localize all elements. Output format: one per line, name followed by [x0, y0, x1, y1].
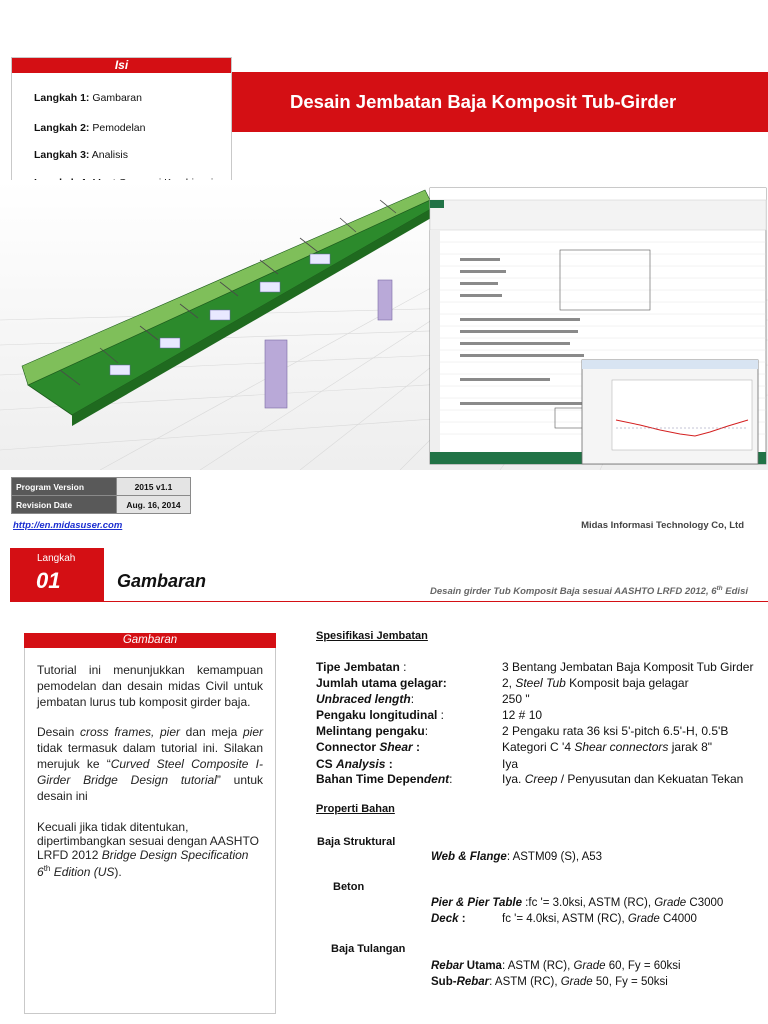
spec-key-cs-analysis: CS Analysis :	[316, 757, 393, 771]
spec-value-time-dependent: Iya. Creep / Penyusutan dan Kekuatan Tekan	[502, 772, 744, 786]
spec-key-longitudinal-stiffener: Pengaku longitudinal :	[316, 708, 445, 722]
spec-value-shear-connector: Kategori C '4 Shear connectors jarak 8"	[502, 740, 713, 754]
spec-value-girder-count: 2, Steel Tub Komposit baja gelagar	[502, 676, 689, 690]
spec-key-unbraced-length: Unbraced length:	[316, 692, 415, 706]
bridge-illustration	[0, 180, 768, 470]
company-name: Midas Informasi Technology Co, Ltd	[581, 520, 744, 531]
page-title: Desain Jembatan Baja Komposit Tub-Girder	[290, 91, 677, 112]
spec-value-transverse-stiffener: 2 Pengaku rata 36 ksi 5'-pitch 6.5'-H, 0.5'B	[502, 724, 729, 738]
bridge-spec-heading: Spesifikasi Jembatan	[316, 630, 428, 642]
contents-item-3[interactable]: Langkah 3: Analisis	[34, 149, 128, 161]
overview-paragraph-2: Desain cross frames, pier dan meja pier tidak termasuk dalam tutorial ini. Silakan merujuk ke “Curved Steel Composite I-Girder Bridge Design tutorial” untuk desain ini	[37, 725, 264, 803]
pier-table-spec: Pier & Pier Table :fc '= 3.0ksi, ASTM (RC), Grade C3000	[431, 897, 724, 909]
contents-item-1[interactable]: Langkah 1: Gambaran	[34, 92, 142, 104]
section-subtitle: Desain girder Tub Komposit Baja sesuai AASHTO LRFD 2012, 6th Edisi	[430, 585, 748, 598]
spec-key-time-dependent: Bahan Time Dependent:	[316, 772, 453, 786]
spec-value-unbraced-length: 250 "	[502, 692, 530, 706]
spec-key-bridge-type: Tipe Jembatan :	[316, 660, 407, 674]
deck-spec-value: fc '= 4.0ksi, ASTM (RC), Grade C4000	[502, 913, 697, 925]
spec-key-transverse-stiffener: Melintang pengaku:	[316, 724, 429, 738]
material-heading: Properti Bahan	[316, 803, 395, 815]
website-link[interactable]: http://en.midasuser.com	[13, 520, 123, 531]
spec-key-girder-count: Jumlah utama gelagar:	[316, 676, 447, 690]
overview-paragraph-1: Tutorial ini menunjukkan kemampuan pemodelan dan desain midas Civil untuk jembatan lurus tub komposit girder baja.	[37, 663, 263, 709]
chart-dialog	[582, 360, 758, 464]
revision-date-label: Revision Date	[12, 496, 117, 514]
overview-box-title: Gambaran	[122, 634, 178, 646]
overview-paragraph-3: Kecuali jika tidak ditentukan, dipertimbangkan sesuai dengan AASHTO LRFD 2012 Bridge Design Specification 6th Edition (US).	[37, 820, 259, 879]
spec-value-longitudinal-stiffener: 12 # 10	[502, 708, 543, 722]
contents-title: Isi	[12, 58, 231, 73]
spec-value-cs-analysis: Iya	[502, 757, 519, 771]
step-number: 01	[36, 568, 61, 593]
main-rebar-spec: Rebar Utama: ASTM (RC), Grade 60, Fy = 60ksi	[431, 960, 681, 972]
contents-item-2[interactable]: Langkah 2: Pemodelan	[34, 122, 146, 134]
section-divider	[104, 601, 768, 602]
program-version-label: Program Version	[12, 478, 117, 496]
concrete-title: Beton	[333, 881, 365, 893]
sub-rebar-spec: Sub-Rebar: ASTM (RC), Grade 50, Fy = 50ksi	[431, 976, 668, 988]
spec-value-bridge-type: 3 Bentang Jembatan Baja Komposit Tub Girder	[502, 660, 754, 674]
overview-box-header	[24, 633, 276, 648]
step-label: Langkah	[37, 553, 76, 564]
revision-date-value: Aug. 16, 2014	[117, 496, 191, 514]
version-table	[11, 477, 191, 514]
web-flange-spec: Web & Flange: ASTM09 (S), A53	[431, 851, 603, 863]
title-bar	[232, 72, 768, 132]
spec-key-shear-connector: Connector Shear :	[316, 740, 421, 754]
section-title: Gambaran	[117, 571, 207, 591]
deck-spec: Deck :	[431, 913, 466, 925]
rebar-title: Baja Tulangan	[331, 943, 406, 955]
structural-steel-title: Baja Struktural	[317, 836, 396, 848]
step-badge	[10, 548, 104, 602]
program-version-value: 2015 v1.1	[117, 478, 191, 496]
